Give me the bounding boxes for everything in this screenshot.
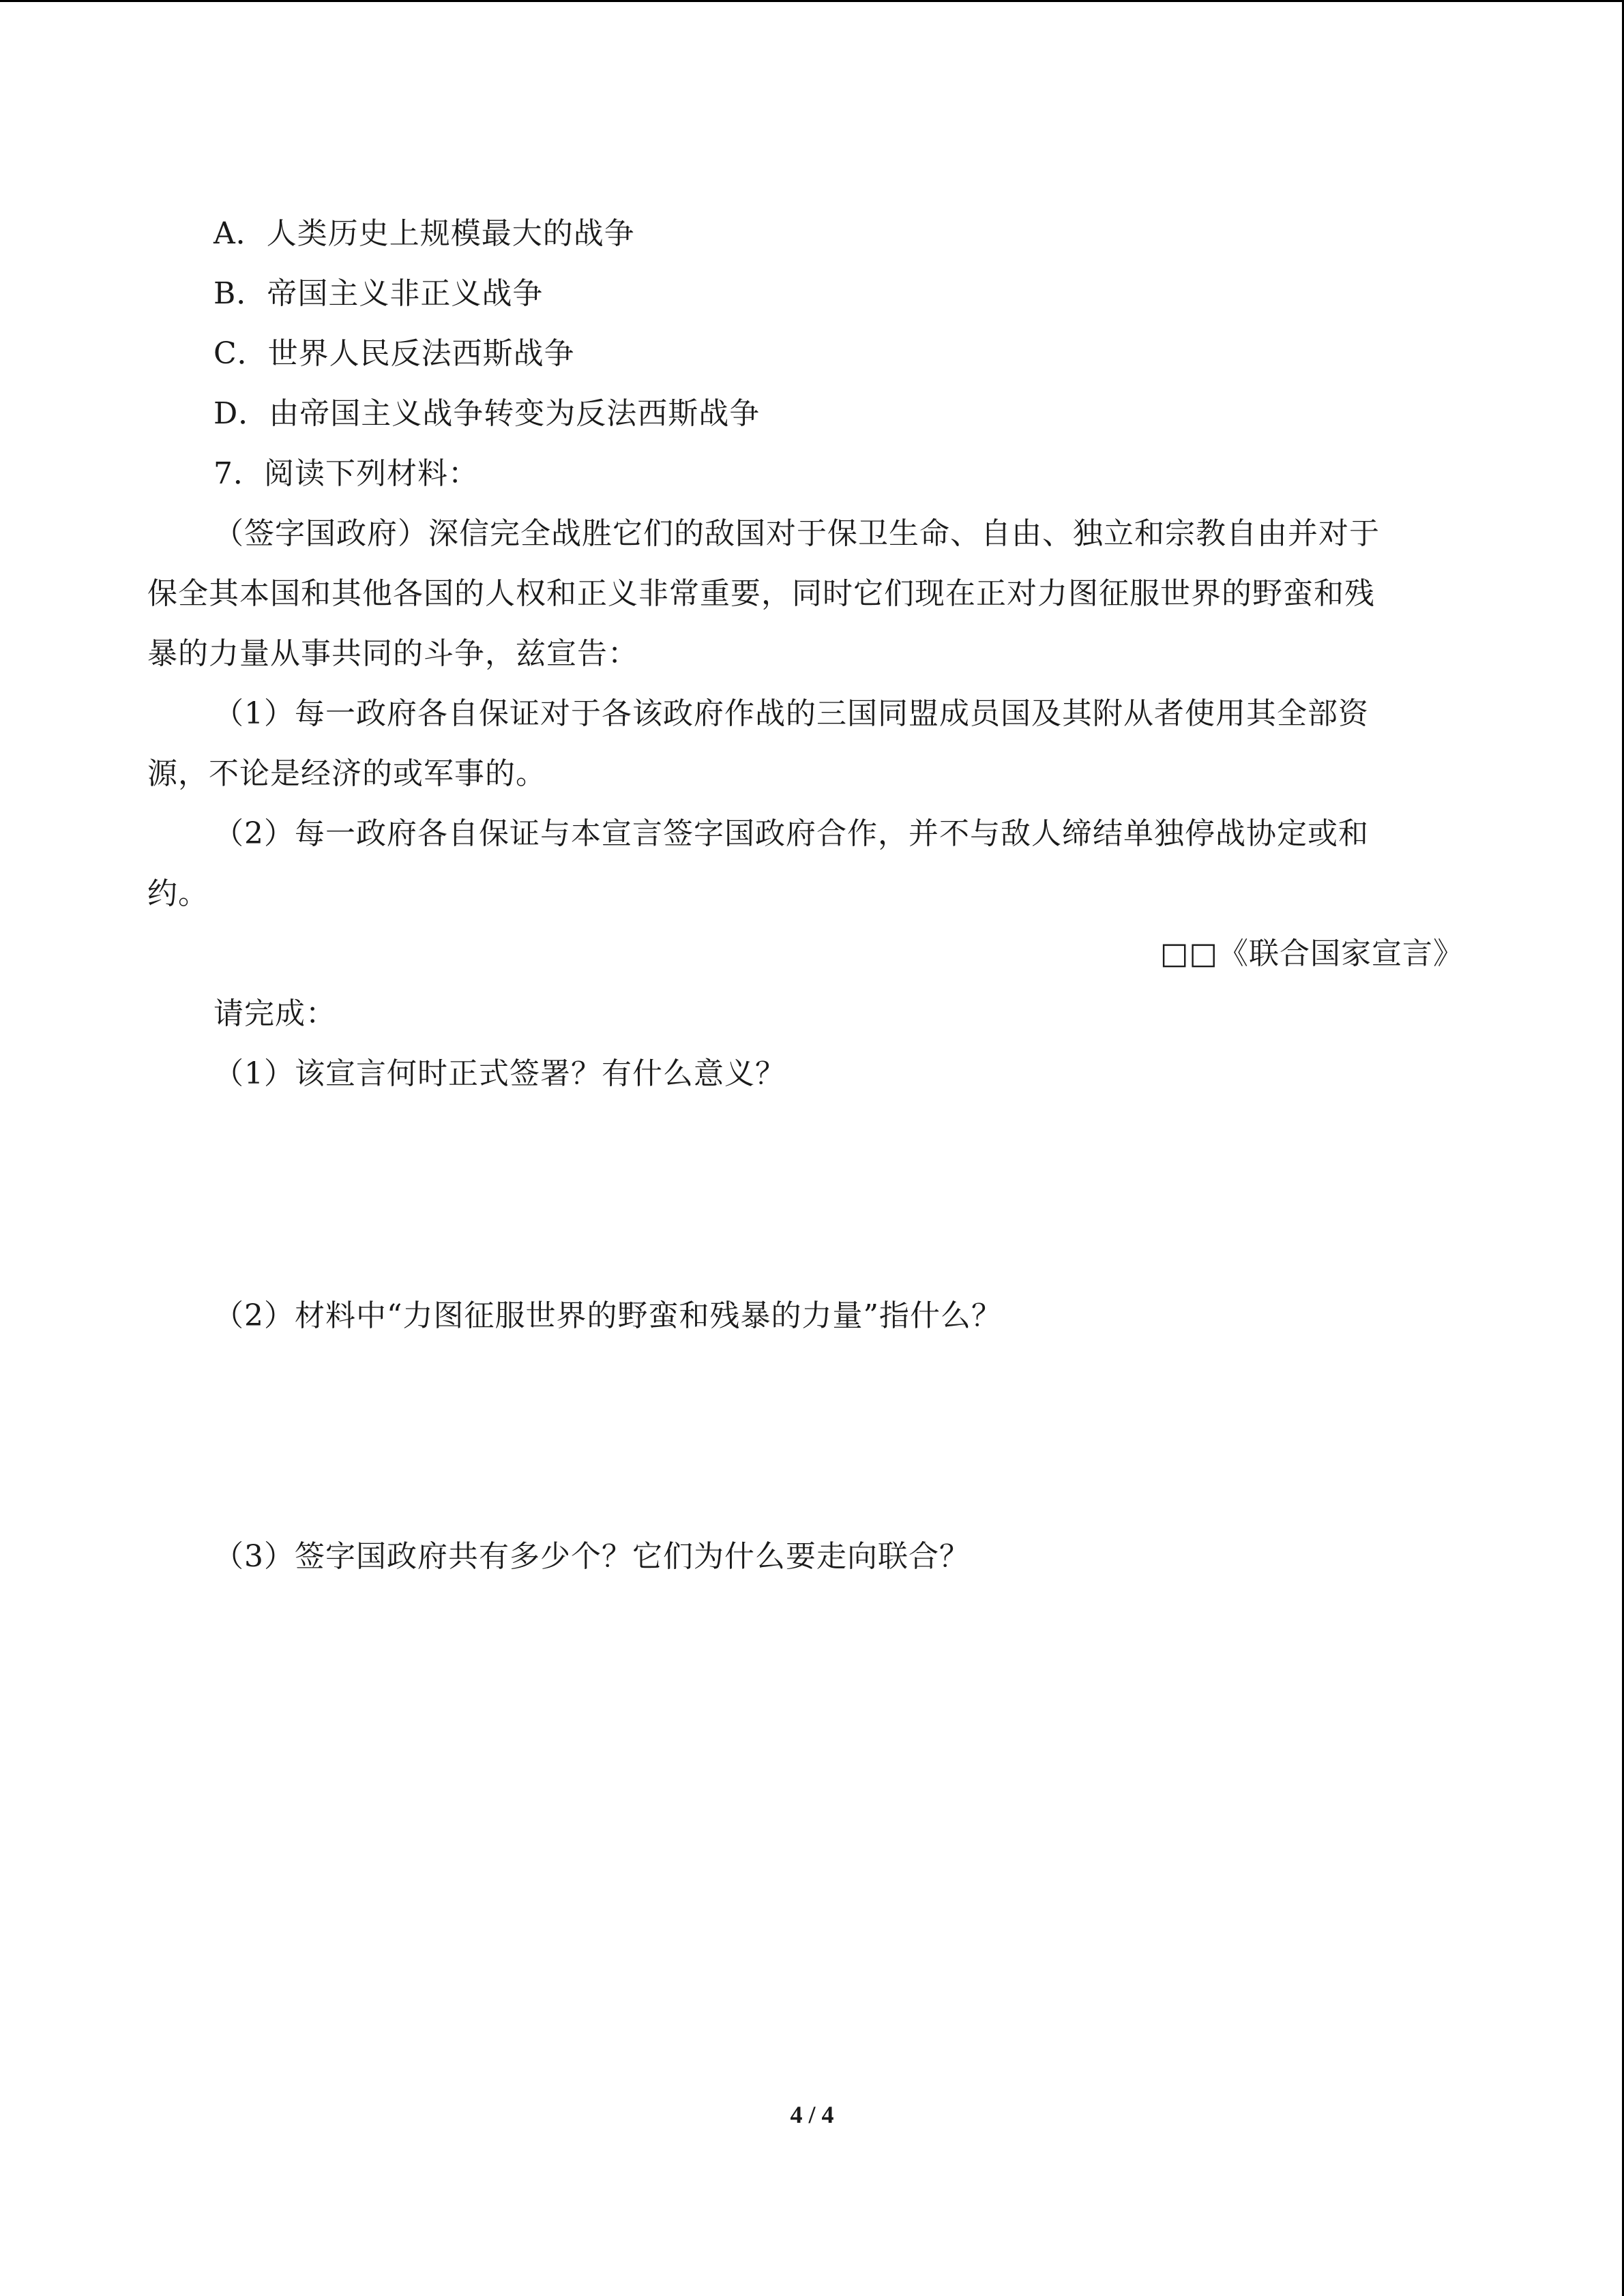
page-number: 4 / 4 [790,2101,834,2128]
material-paragraph-1-line-2: 保全其本国和其他各国的人权和正义非常重要，同时它们现在正对力图征服世界的野蛮和残 [147,576,1375,611]
option-b: B．帝国主义非正义战争 [213,276,544,311]
material-paragraph-1-line-3: 暴的力量从事共同的斗争，兹宣告： [147,636,638,671]
material-paragraph-1-line-1: （签字国政府）深信完全战胜它们的敌国对于保卫生命、自由、独立和宗教自由并对于 [213,516,1380,551]
option-a: A．人类历史上规模最大的战争 [213,216,635,251]
material-paragraph-3-line-1: （2）每一政府各自保证与本宣言签字国政府合作，并不与敌人缔结单独停战协定或和 [213,816,1369,851]
option-d: D．由帝国主义战争转变为反法西斯战争 [213,396,761,431]
page-border-top [0,0,1624,2]
material-paragraph-2-line-1: （1）每一政府各自保证对于各该政府作战的三国同盟成员国及其附从者使用其全部资 [213,696,1369,731]
material-source: □□《联合国家宣言》 [1160,936,1464,971]
question-7-heading: 7．阅读下列材料： [213,456,479,491]
material-paragraph-3-line-2: 约。 [147,876,209,911]
material-paragraph-2-line-2: 源，不论是经济的或军事的。 [147,756,546,791]
question-prompt: 请完成： [213,996,336,1031]
option-c: C．世界人民反法西斯战争 [213,336,575,371]
sub-question-1: （1）该宣言何时正式签署？有什么意义？ [213,1056,786,1091]
sub-question-3: （3）签字国政府共有多少个？它们为什么要走向联合？ [213,1539,970,1574]
sub-question-2: （2）材料中“力图征服世界的野蛮和残暴的力量”指什么？ [213,1298,1002,1333]
